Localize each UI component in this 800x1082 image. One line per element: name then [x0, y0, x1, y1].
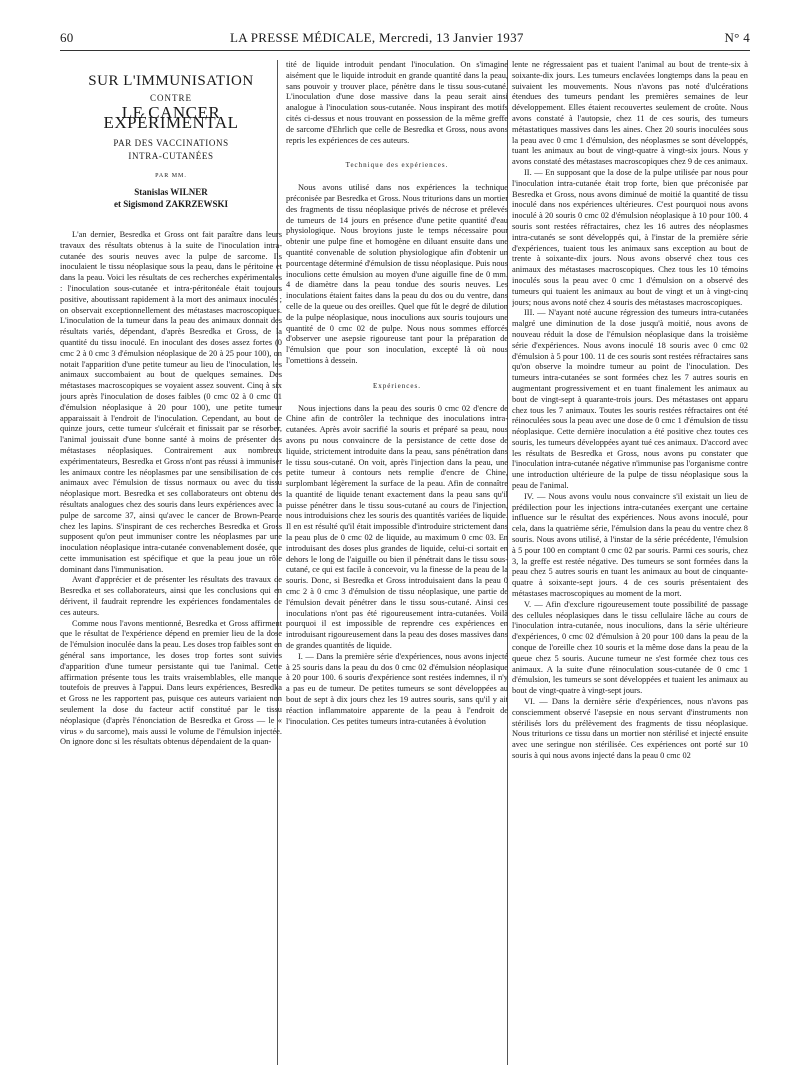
article-title-line2: CONTRE	[150, 92, 192, 103]
author-1: Stanislas WILNER	[134, 186, 208, 197]
paragraph: Nous avons utilisé dans nos expériences la technique préconisée par Besredka et Gross. Nous triturions dans un mortier des fragments de tissu néoplasique privés de nécrose et prélevés de tumeurs de 14 jours en présence d'une petite quantité d'eau physiologique. Nous broyions juste le temps nécessaire pour obtenir une pulpe fine et homogène en diluant ensuite dans une quantité convenable de solution physiologique afin d'obtenir un pourcentage déterminé d'émulsion de tissu néoplasique. Puis nous inoculions cette émulsion au moyen d'une aiguille fine de 0 mm. 4 de diamètre dans la peau tondue des souris neuves. Les inoculations étaient faites dans la peau du dos ou du ventre, dans celle de la queue ou des oreilles. Quel que fût le degré de dilution de la pulpe néoplasique, nous inoculions aux souris toujours une quantité de 0 cmc 02 de pulpe. Nous nous sommes efforcés d'observer une asepsie rigoureuse tant pour la préparation de l'émulsion que pour son inoculation, excepté là où nous l'omettions à dessein.	[286, 183, 508, 365]
column-2	[282, 60, 508, 1070]
paragraph: V. — Afin d'exclure rigoureusement toute possibilité de passage des cellules néoplasiques dans le tissu cellulaire lâche au cours de l'inoculation intra-cutanée, nous inoculions, dans la série ultérieure d'expériences, 0 cmc 02 d'émulsion à 20 pour 100 dans la peau de la conque de l'oreille chez 10 souris et la même dose dans la peau de la queue chez 5 souris. Aucune tumeur ne s'est formée chez tous ces animaux. A la suite d'une réinoculation sous-cutanée de 0 cmc 1 d'émulsion, les tumeurs se sont développées et tuaient les animaux au bout de vingt-quatre à vingt-sept jours.	[512, 599, 748, 696]
paragraph: Nous injections dans la peau des souris 0 cmc 02 d'encre de Chine afin de contrôler la technique des inoculations intra-cutanées. Après avoir sacrifié la souris et préparé sa peau, nous avons pu nous convaincre de la persistance de cette dose de liquide, strictement introduite dans la peau, sans pénétration dans le tissu sous-cutané. On voit, après l'injection dans la peau, une petite tumeur à contours nets remplie d'encre de Chine, surplombant légèrement la surface de la peau. Afin de connaître la quantité de liquide tenant exactement dans la peau sans qu'il puisse pénétrer dans le tissu sous-cutané au cours de l'injection, nous introduisions chez les souris des quantités variées de liquide. Il en est résulté qu'il était impossible d'introduire strictement dans la peau plus de 0 cmc 02 de liquide, au maximum 0 cmc 03. En introduisant des doses plus grandes de liquide, celui-ci sortait en dehors le long de l'aiguille ou bien il pénétrait dans le tissu sous-cutané, ce qui est facile à concevoir, vu la finesse de la peau de la souris. Donc, si Besredka et Gross introduisaient dans la peau 0 cmc 2 à 0 cmc 3 d'émulsion de tissu néoplasique, une partie de l'émulsion devait pénétrer dans le tissu sous-cutané. Ainsi ces inoculations n'ont pas été rigoureusement intra-cutanées. Voilà pourquoi il est impossible de reprendre ces expériences en introduisant rigoureusement dans la peau des doses massives dans de grandes quantités de liquide.	[286, 403, 508, 651]
header-rule	[60, 50, 750, 51]
article-title-block	[60, 73, 282, 210]
journal-title: LA PRESSE MÉDICALE, Mercredi, 13 Janvier 1937	[230, 30, 524, 45]
paragraph: lente ne régressaient pas et tuaient l'animal au bout de trente-six à soixante-dix jours. Les tumeurs enclavées longtemps dans la peau en suivaient les mouvements. Nous n'avons pas noté d'ulcérations étendues des tumeurs pendant les premières semaines de leur développement. Elles étaient recouvertes seulement de croûte. Nous avons constaté à l'autopsie, chez 11 de ces souris, des tumeurs métastatiques massives dans les aines. Chez 20 souris inoculées sous la peau avec 0 cmc 1 d'émulsion, des néoplasmes se sont développés, tuant les animaux au bout de vingt-quatre à vingt-six jours. Nous y avons constaté des métastases macroscopiques chez 9 de ces animaux.	[512, 60, 748, 167]
column-3	[512, 60, 748, 1070]
running-header	[60, 30, 750, 48]
paragraph: tité de liquide introduit pendant l'inoculation. On s'imagine aisément que le liquide introduit en grande quantité dans la peau, sans pouvoir y trouver place, pénètre dans le tissu sous-cutané. L'inoculation d'une dose massive dans la peau serait ainsi analogue à l'inoculation sous-cutanée. Nous inspirant des motifs cités ci-dessus et nous trouvant en possession de la même greffe de sarcome d'Ehrlich que celle de Besredka et Gross, nous avons repris les expériences de ces auteurs.	[286, 60, 508, 145]
paragraph: Comme nous l'avons mentionné, Besredka et Gross affirment que le résultat de l'expérience dépend en premier lieu de la dose de l'émulsion inoculée dans la peau. Les doses trop faibles sont en général sans importance, les doses trop fortes sont suivies d'apparition d'une tumeur persistante qui tue l'animal. Cette affirmation présente tous les traits vraisemblables, elle manque toutefois de preuves à l'appui. Dans leurs expériences, Besredka et Gross ne les rapportent pas, puisque ces auteurs variaient non seulement la dose du facteur actif constitué par le tissu néoplasique (d'après l'énonciation de Besredka et Gross — le « virus » du sarcome), mais aussi le volume de l'émulsion injectée. On ignore donc si les résultats obtenus dépendaient de la quan-	[60, 618, 282, 747]
paragraph: I. — Dans la première série d'expériences, nous avons injecté à 25 souris dans la peau du dos 0 cmc 02 d'émulsion néoplasique à 20 pour 100. 6 souris d'expérience sont restées indemnes, il n'y a pas eu de tumeur. De petites tumeurs se sont développées au bout de sept à dix jours chez les 19 autres souris, sans qu'il y ait réaction inflammatoire apparente de la peau à l'endroit de l'inoculation. Ces petites tumeurs intra-cutanées à évolution	[286, 651, 508, 726]
article-title-line1: SUR L'IMMUNISATION	[88, 73, 254, 89]
article-subtitle-line1: PAR DES VACCINATIONS	[113, 138, 229, 149]
author-2: et Sigismond ZAKRZEWSKI	[113, 198, 229, 209]
paragraph: IV. — Nous avons voulu nous convaincre s'il existait un lieu de prédilection pour les injections intra-cutanées exerçant une certaine influence sur le résultat des expériences. Nous avons inoculé, pour cela, dans la quatrième série, l'émulsion dans la peau du ventre chez 8 souris. Nous avons utilisé, à l'instar de la série précédente, l'émulsion à 5 pour 100 en comptant 0 cmc 02 par souris. Parmi ces souris, chez 3, la greffe est restée négative. Des tumeurs se sont formées dans la peau chez 5 autres souris en tuant les animaux au bout de cinquante-quatre à soixante-sept jours. 4 de ces souris présentaient des métastases macroscopiques au moment de la mort.	[512, 491, 748, 599]
paragraph: III. — N'ayant noté aucune régression des tumeurs intra-cutanées malgré une diminution de la dose jusqu'à moitié, nous avons de nouveau réduit la dose de l'émulsion néoplasique dans la troisième série d'expériences. Nous avons inoculé 18 souris avec 0 cmc 02 d'émulsion à 5 pour 100. 11 de ces souris sont restées réfractaires sans qu'on observe la moindre tumeur au point de l'inoculation. Des tumeurs intra-cutanées se sont formées chez les 7 autres souris en augmentant progressivement et en tuant finalement les animaux au bout de vingt-sept à quarante-trois jours. Des métastases ont apparu chez tous les 7 animaux. Toutes les souris restées réfractaires ont été réinoculées sous la peau avec une dose de 0 cmc 1 d'émulsion de tissu néoplasique. Cette dernière inoculation a été positive chez toutes ces souris, les tumeurs développées ayant tué ces animaux. D'accord avec les résultats de Besredka et Gross, nous avons pu constater que l'inoculation intra-cutanée négative n'immunise pas l'organisme contre une introduction ultérieure de la pulpe de tissu néoplasique sous la peau de l'animal.	[512, 308, 748, 491]
column-1	[60, 60, 282, 1070]
byline-label: PAR MM.	[155, 173, 187, 180]
article-title-line3: LE CANCER EXPÉRIMENTAL	[103, 102, 239, 133]
issue-number: N° 4	[724, 30, 750, 45]
page-number: 60	[60, 30, 74, 45]
section-heading-experiences: Expériences.	[373, 381, 421, 390]
section-heading-technique: Technique des expériences.	[345, 161, 449, 170]
paragraph: II. — En supposant que la dose de la pulpe utilisée par nous pour l'inoculation intra-cutanée était trop forte, bien que préconisée par Besredka et Gross, nous avons diminué de moitié la quantité de tissu inoculé dans nos expériences ultérieures. C'est pourquoi nous avons inoculé à 20 souris 0 cmc 02 d'émulsion néoplasique à 10 pour 100. 4 souris sont restées réfractaires, chez les 16 autres des néoplasmes intra-cutanés se sont développés qui, à l'instar de la première série d'expériences, tuaient tous les animaux sans exception au bout de trente à soixante-dix jours. Nous avons observé chez tous ces animaux des métastases macroscopiques. Chez tous les 10 témoins inoculés sous la peau avec 0 cmc 1 d'émulsion on a observé des tumeurs qui tuaient les animaux au bout de vingt et un à vingt-cinq jours; nous avons noté chez 4 souris des métastases macroscopiques.	[512, 167, 748, 307]
paragraph: Avant d'apprécier et de présenter les résultats des travaux de Besredka et ses collaborateurs, ainsi que les conclusions qui en dérivent, il faudrait reprendre les expériences fondamentales de ces auteurs.	[60, 575, 282, 617]
article-subtitle-line2: INTRA-CUTANÉES	[128, 151, 214, 162]
paragraph: VI. — Dans la dernière série d'expériences, nous n'avons pas consciemment observé l'asepsie en nous servant d'instruments non stérilisés lors du prélèvement des fragments de tissu néoplasique. Nous triturions ce tissu dans un mortier non stérilisé et injecté ensuite avec une seringue non stérilisée. Ces expériences ont porté sur 10 souris à qui nous avons injecté dans la peau 0 cmc 02	[512, 697, 748, 760]
paragraph: L'an dernier, Besredka et Gross ont fait paraître dans leurs travaux des résultats obtenus à la suite de l'inoculation intra-cutanée des souris neuves avec la pulpe de sarcome. Ils inoculaient le tissu néoplasique sous la peau, dans le péritoine et dans la peau. Voici les résultats de ces recherches expérimentales : l'inoculation sous-cutanée et intra-péritonéale était toujours positive, aboutissant rapidement à la mort des animaux inoculés ; on observait exceptionnellement des métastases macroscopiques. L'inoculation de la tumeur dans la peau des animaux donnait des résultats variés, dépendant, d'après Besredka et Gross, de la quantité du tissu inoculé. En inoculant des doses assez fortes (0 cmc 2 à 0 cmc 3 d'émulsion néoplasique de 20 à 25 pour 100), on notait l'apparition d'une petite tumeur au lieu de l'inoculation, les animaux succombaient au bout de quelques semaines. Des métastases macroscopiques se voyaient assez souvent. Cinq à six jours après l'inoculation de doses faibles (0 cmc 02 à 0 cmc 01 d'émulsion néoplasique à 20 pour 100), une petite tumeur apparaissait à l'endroit de l'inoculation. Cependant, au bout de quinze jours, cette tumeur s'ulcérait et finissait par se résorber, l'animal jouissait d'une bonne santé à moins de présenter des métastases néoplasiques. Contrairement aux nombreux expérimentateurs, Besredka et Gross n'ont pas réussi à immuniser les animaux contre les néoplasmes par une sensibilisation de ces animaux avec l'émulsion de tissus normaux ou avec du tissu néoplasique mort. Besredka et ses collaborateurs ont obtenu des résultats analogues chez des souris dans leurs expériences avec la pulpe de sarcome 37, ainsi qu'avec le cancer de Brown-Pearce chez les lapins. S'inspirant de ces recherches Besredka et Gross supposent qu'on peut immuniser contre les néoplasmes par une inoculation néoplasique intra-cutanée convenablement dosée, que cette immunisation est spécifique et que la peau joue un rôle dominant dans l'immunisation.	[60, 229, 282, 574]
